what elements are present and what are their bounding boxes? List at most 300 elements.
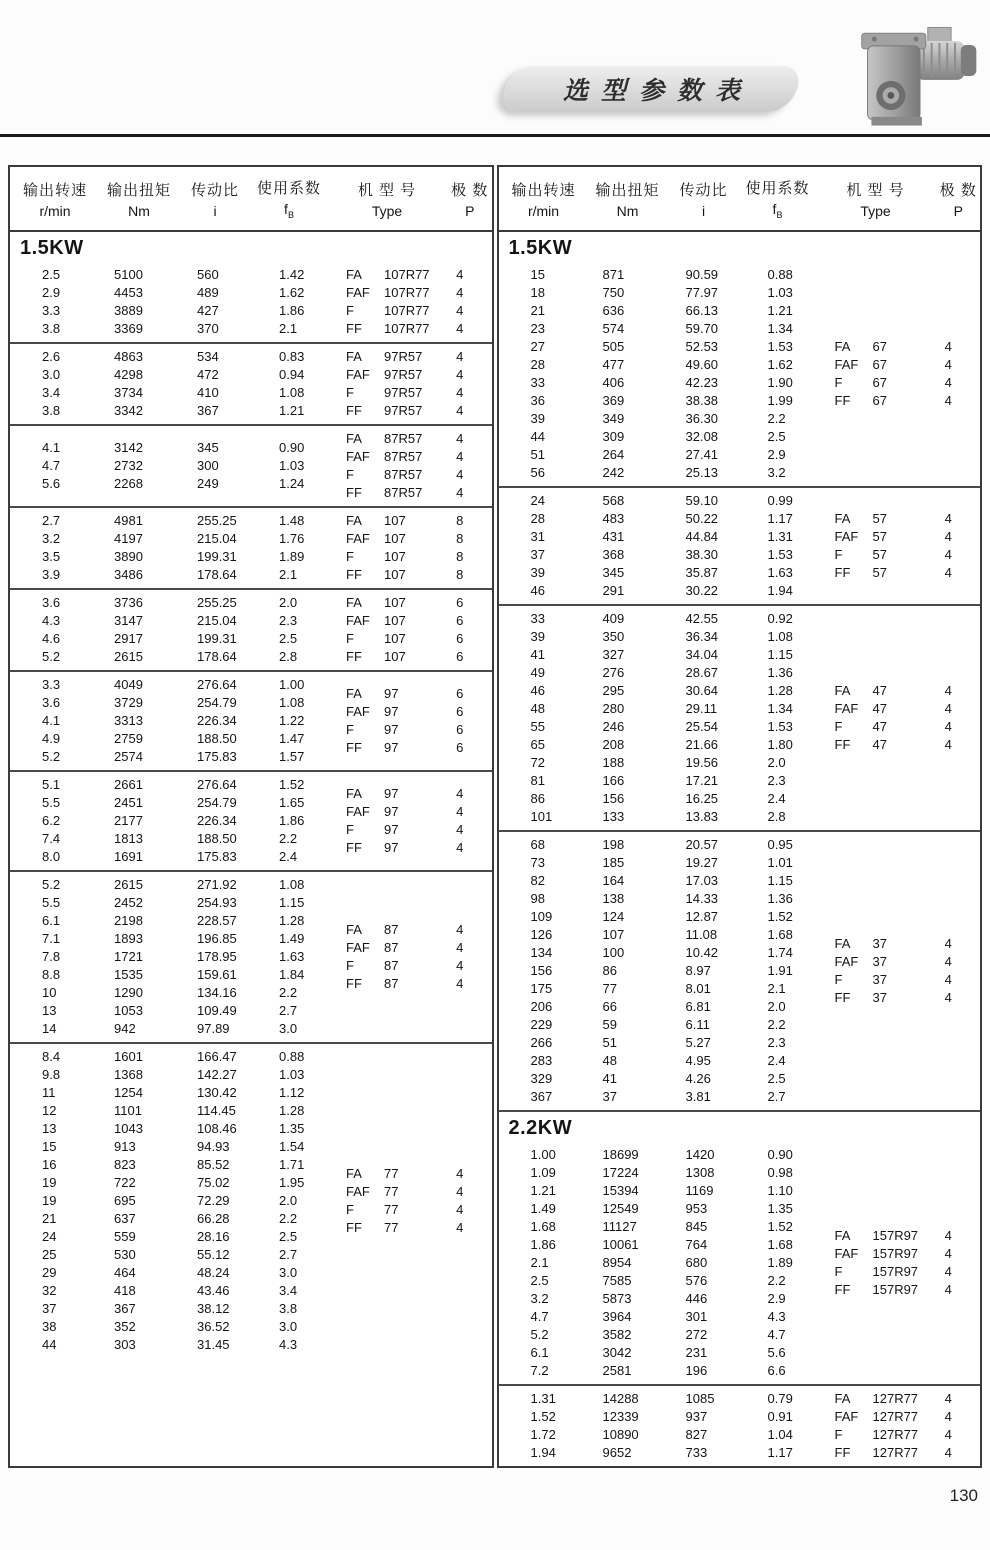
poles-value: 4 xyxy=(944,737,952,752)
type-model: 47 xyxy=(872,701,887,716)
type-model: 107 xyxy=(384,595,406,610)
data-column xyxy=(178,776,252,866)
speed-value: 81 xyxy=(530,773,545,788)
torque-value: 3890 xyxy=(114,549,143,564)
type-model: 57 xyxy=(872,529,887,544)
header-label-cn: 机 型 号 xyxy=(357,181,417,199)
torque-value: 695 xyxy=(114,1193,136,1208)
poles-value: 4 xyxy=(944,529,952,544)
poles-value: 4 xyxy=(456,267,464,282)
service-factor-value: 1.80 xyxy=(767,737,793,752)
ratio-value: 370 xyxy=(197,321,219,336)
speed-value: 329 xyxy=(530,1071,553,1086)
header-label-cn: 输出扭矩 xyxy=(106,181,171,199)
data-column xyxy=(10,512,100,584)
service-factor-value: 1.15 xyxy=(767,647,793,662)
data-column xyxy=(10,266,100,338)
service-factor-value: 1.34 xyxy=(767,321,793,336)
speed-value: 37 xyxy=(530,547,545,562)
service-factor-value: 1.03 xyxy=(279,1067,305,1082)
service-factor-value: 3.2 xyxy=(767,465,786,480)
data-column xyxy=(178,266,252,338)
torque-value: 3342 xyxy=(114,403,143,418)
type-prefix: FA xyxy=(346,267,362,282)
poles-value: 4 xyxy=(944,1228,952,1243)
ratio-value: 30.22 xyxy=(685,583,719,598)
type-prefix: F xyxy=(346,722,354,737)
data-column xyxy=(100,876,178,1038)
type-prefix: FA xyxy=(346,1166,362,1181)
type-prefix: FA xyxy=(834,1391,851,1406)
torque-value: 3147 xyxy=(114,613,143,628)
service-factor-value: 0.90 xyxy=(279,440,305,455)
type-model: 97 xyxy=(384,704,399,719)
type-model: 157R97 xyxy=(872,1282,919,1297)
torque-value: 3369 xyxy=(114,321,143,336)
ratio-value: 59.70 xyxy=(685,321,719,336)
ratio-value: 4.26 xyxy=(685,1071,711,1086)
poles-column xyxy=(448,512,492,584)
table-header-right xyxy=(499,167,981,232)
service-factor-value: 1.00 xyxy=(279,677,305,692)
type-model: 157R97 xyxy=(872,1264,919,1279)
type-model: 47 xyxy=(872,737,887,752)
speed-value: 5.1 xyxy=(42,777,61,792)
type-label xyxy=(346,402,448,420)
ratio-value: 845 xyxy=(685,1219,708,1234)
speed-value: 21 xyxy=(530,303,545,318)
ratio-value: 38.30 xyxy=(685,547,719,562)
data-column xyxy=(499,610,589,826)
speed-value: 44 xyxy=(42,1337,57,1352)
speed-value: 4.6 xyxy=(42,631,61,646)
torque-value: 4049 xyxy=(114,677,143,692)
type-model: 77 xyxy=(384,1202,399,1217)
service-factor-value: 1.86 xyxy=(279,813,305,828)
torque-value: 2759 xyxy=(114,731,143,746)
header-unit: i xyxy=(213,202,217,219)
table-body-left xyxy=(10,232,492,1466)
poles-value: 6 xyxy=(456,722,464,737)
type-model: 157R97 xyxy=(872,1228,919,1243)
type-label xyxy=(346,284,448,302)
speed-value: 4.1 xyxy=(42,440,61,455)
type-model: 97R57 xyxy=(384,385,423,400)
torque-value: 1691 xyxy=(114,849,143,864)
ratio-value: 199.31 xyxy=(197,631,237,646)
torque-value: 11127 xyxy=(602,1219,637,1234)
service-factor-value: 1.08 xyxy=(279,695,305,710)
type-prefix: FAF xyxy=(346,1184,370,1199)
ratio-value: 188.50 xyxy=(197,731,237,746)
service-factor-value: 0.88 xyxy=(767,267,793,282)
service-factor-value: 0.83 xyxy=(279,349,305,364)
ratio-value: 534 xyxy=(197,349,219,364)
poles-value: 4 xyxy=(944,972,952,987)
torque-value: 1043 xyxy=(114,1121,143,1136)
ratio-value: 66.28 xyxy=(197,1211,230,1226)
type-prefix: FA xyxy=(346,431,362,446)
data-column xyxy=(252,512,326,584)
ratio-value: 43.46 xyxy=(197,1283,230,1298)
torque-value: 750 xyxy=(602,285,625,300)
type-label xyxy=(346,566,448,584)
speed-value: 367 xyxy=(530,1089,553,1104)
type-model: 87R57 xyxy=(384,467,423,482)
type-label xyxy=(835,935,937,953)
service-factor-value: 3.0 xyxy=(279,1021,298,1036)
poles-value: 4 xyxy=(944,1246,952,1261)
type-model: 107R77 xyxy=(384,267,430,282)
data-column xyxy=(499,266,589,482)
ratio-value: 1169 xyxy=(685,1183,714,1198)
ratio-value: 560 xyxy=(197,267,219,282)
speed-value: 6.2 xyxy=(42,813,61,828)
data-column xyxy=(499,492,589,600)
service-factor-value: 1.12 xyxy=(279,1085,305,1100)
torque-value: 17224 xyxy=(602,1165,639,1180)
type-label xyxy=(346,266,448,284)
service-factor-value: 0.99 xyxy=(767,493,793,508)
torque-value: 185 xyxy=(602,855,625,870)
type-model: 107 xyxy=(384,631,406,646)
header-label-cn: 传动比 xyxy=(190,181,239,199)
type-model: 67 xyxy=(872,375,887,390)
speed-value: 73 xyxy=(530,855,545,870)
data-column xyxy=(667,492,741,600)
data-column xyxy=(741,1146,815,1380)
service-factor-value: 1.54 xyxy=(279,1139,305,1154)
service-factor-value: 0.92 xyxy=(767,611,793,626)
ratio-value: 254.79 xyxy=(197,795,237,810)
ratio-value: 3.81 xyxy=(685,1089,711,1104)
type-label xyxy=(346,921,448,939)
torque-value: 368 xyxy=(602,547,625,562)
speed-value: 15 xyxy=(530,267,545,282)
speed-value: 1.52 xyxy=(530,1409,556,1424)
data-column xyxy=(741,492,815,600)
type-prefix: F xyxy=(834,375,843,390)
type-prefix: FAF xyxy=(834,1246,859,1261)
data-block xyxy=(499,1384,981,1466)
type-model: 47 xyxy=(872,683,887,698)
ratio-value: 215.04 xyxy=(197,531,237,546)
speed-value: 126 xyxy=(530,927,553,942)
type-model: 97 xyxy=(384,740,399,755)
header-unit: r/min xyxy=(527,202,560,219)
poles-value: 4 xyxy=(456,321,464,336)
service-factor-value: 3.0 xyxy=(279,1265,298,1280)
header-label-cn: 极 数 xyxy=(939,181,977,199)
service-factor-value: 1.36 xyxy=(767,891,793,906)
speed-value: 68 xyxy=(530,837,545,852)
service-factor-value: 1.86 xyxy=(279,303,305,318)
ratio-value: 196.85 xyxy=(197,931,237,946)
data-column xyxy=(741,266,815,482)
speed-value: 27 xyxy=(530,339,545,354)
type-prefix: FA xyxy=(346,595,362,610)
service-factor-value: 2.0 xyxy=(767,999,786,1014)
poles-value: 4 xyxy=(456,840,464,855)
ratio-value: 29.11 xyxy=(685,701,718,716)
data-column xyxy=(667,266,741,482)
torque-value: 51 xyxy=(602,1035,617,1050)
poles-value: 4 xyxy=(456,303,464,318)
torque-value: 280 xyxy=(602,701,625,716)
ratio-value: 276.64 xyxy=(197,677,237,692)
poles-value: 4 xyxy=(456,922,464,937)
ratio-value: 953 xyxy=(685,1201,708,1216)
type-column xyxy=(326,266,448,338)
speed-value: 15 xyxy=(42,1139,57,1154)
speed-value: 21 xyxy=(42,1211,57,1226)
service-factor-value: 1.08 xyxy=(279,385,305,400)
type-model: 97R57 xyxy=(384,349,423,364)
data-column xyxy=(178,676,252,766)
service-factor-value: 1.68 xyxy=(767,927,793,942)
torque-value: 406 xyxy=(602,375,625,390)
type-label xyxy=(835,1426,937,1444)
data-block xyxy=(10,670,492,770)
ratio-value: 410 xyxy=(197,385,219,400)
torque-value: 303 xyxy=(114,1337,136,1352)
type-column xyxy=(326,685,448,757)
data-column xyxy=(10,876,100,1038)
poles-value: 6 xyxy=(456,686,464,701)
type-prefix: F xyxy=(346,467,354,482)
ratio-value: 59.10 xyxy=(685,493,719,508)
data-column xyxy=(178,348,252,420)
type-column xyxy=(815,935,937,1007)
speed-value: 2.6 xyxy=(42,349,61,364)
poles-value: 4 xyxy=(944,357,952,372)
type-model: 37 xyxy=(872,990,887,1005)
header-label-cn: 极 数 xyxy=(451,181,489,199)
type-prefix: FF xyxy=(346,567,362,582)
type-prefix: FAF xyxy=(346,613,370,628)
section-label: 1.5KW xyxy=(20,237,84,259)
header-col-2 xyxy=(667,167,741,230)
ratio-value: 301 xyxy=(685,1309,708,1324)
service-factor-value: 1.91 xyxy=(767,963,793,978)
torque-value: 77 xyxy=(602,981,617,996)
speed-value: 3.3 xyxy=(42,303,61,318)
header-unit: Nm xyxy=(128,202,150,219)
torque-value: 14288 xyxy=(602,1391,639,1406)
data-column xyxy=(589,836,667,1106)
ratio-value: 48.24 xyxy=(197,1265,230,1280)
type-prefix: FA xyxy=(834,511,851,526)
header-col-2 xyxy=(178,167,252,230)
header-label-cn: 使用系数 xyxy=(256,180,321,198)
speed-value: 39 xyxy=(530,411,545,426)
speed-value: 9.8 xyxy=(42,1067,61,1082)
service-factor-value: 2.4 xyxy=(767,1053,786,1068)
torque-value: 2917 xyxy=(114,631,143,646)
data-block xyxy=(499,486,981,604)
data-column xyxy=(10,439,100,493)
type-label xyxy=(346,466,448,484)
type-model: 107 xyxy=(384,513,406,528)
data-column xyxy=(499,1146,589,1380)
torque-value: 246 xyxy=(602,719,625,734)
ratio-value: 12.87 xyxy=(685,909,719,924)
type-prefix: F xyxy=(346,822,354,837)
service-factor-value: 2.2 xyxy=(279,831,298,846)
speed-value: 14 xyxy=(42,1021,57,1036)
poles-value: 4 xyxy=(456,367,464,382)
service-factor-value: 1.89 xyxy=(279,549,305,564)
ratio-value: 130.42 xyxy=(197,1085,237,1100)
ratio-value: 28.67 xyxy=(685,665,719,680)
torque-value: 138 xyxy=(602,891,625,906)
service-factor-value: 1.63 xyxy=(767,565,793,580)
type-label xyxy=(835,510,937,528)
service-factor-value: 3.8 xyxy=(279,1301,298,1316)
torque-value: 15394 xyxy=(602,1183,639,1198)
type-model: 107R77 xyxy=(384,321,430,336)
speed-value: 3.6 xyxy=(42,695,61,710)
type-model: 87R57 xyxy=(384,449,423,464)
speed-value: 1.49 xyxy=(530,1201,556,1216)
torque-value: 3313 xyxy=(114,713,143,728)
ratio-value: 49.60 xyxy=(685,357,719,372)
type-prefix: FA xyxy=(834,339,851,354)
speed-value: 82 xyxy=(530,873,545,888)
poles-value: 4 xyxy=(456,822,464,837)
torque-value: 3042 xyxy=(602,1345,632,1360)
poles-column xyxy=(937,510,981,582)
service-factor-value: 1.15 xyxy=(767,873,793,888)
poles-value: 4 xyxy=(456,385,464,400)
type-prefix: F xyxy=(346,303,354,318)
poles-value: 6 xyxy=(456,631,464,646)
type-label xyxy=(346,803,448,821)
type-label xyxy=(835,971,937,989)
poles-value: 4 xyxy=(944,375,952,390)
type-prefix: FF xyxy=(346,740,362,755)
type-model: 97 xyxy=(384,804,399,819)
type-model: 97 xyxy=(384,822,399,837)
type-label xyxy=(346,821,448,839)
ratio-value: 36.52 xyxy=(197,1319,230,1334)
poles-value: 4 xyxy=(944,1427,952,1442)
ratio-value: 108.46 xyxy=(197,1121,237,1136)
type-label xyxy=(346,939,448,957)
data-column xyxy=(589,1390,667,1462)
page-title: 选型参数表 xyxy=(562,76,753,105)
type-prefix: FF xyxy=(346,321,362,336)
type-column xyxy=(326,1165,448,1237)
data-column xyxy=(252,676,326,766)
speed-value: 5.2 xyxy=(42,749,61,764)
service-factor-value: 0.98 xyxy=(767,1165,793,1180)
ratio-value: 11.08 xyxy=(685,927,718,942)
torque-value: 942 xyxy=(114,1021,136,1036)
ratio-value: 4.95 xyxy=(685,1053,711,1068)
speed-value: 1.21 xyxy=(530,1183,556,1198)
torque-value: 2451 xyxy=(114,795,143,810)
speed-value: 25 xyxy=(42,1247,57,1262)
speed-value: 33 xyxy=(530,611,545,626)
speed-value: 4.3 xyxy=(42,613,61,628)
ratio-value: 85.52 xyxy=(197,1157,230,1172)
torque-value: 2615 xyxy=(114,649,143,664)
ratio-value: 75.02 xyxy=(197,1175,230,1190)
service-factor-value: 1.53 xyxy=(767,547,793,562)
speed-value: 1.94 xyxy=(530,1445,556,1460)
speed-value: 7.2 xyxy=(530,1363,549,1378)
speed-value: 229 xyxy=(530,1017,553,1032)
speed-value: 5.5 xyxy=(42,895,61,910)
poles-column xyxy=(937,682,981,754)
torque-value: 2177 xyxy=(114,813,143,828)
type-prefix: F xyxy=(834,1427,843,1442)
ratio-value: 35.87 xyxy=(685,565,719,580)
data-column xyxy=(252,439,326,493)
service-factor-value: 1.84 xyxy=(279,967,305,982)
torque-value: 5873 xyxy=(602,1291,632,1306)
ratio-value: 50.22 xyxy=(685,511,719,526)
torque-value: 3582 xyxy=(602,1327,632,1342)
ratio-value: 576 xyxy=(685,1273,708,1288)
speed-value: 13 xyxy=(42,1003,57,1018)
poles-value: 4 xyxy=(456,485,464,500)
speed-value: 16 xyxy=(42,1157,57,1172)
torque-value: 133 xyxy=(602,809,625,824)
speed-value: 2.7 xyxy=(42,513,61,528)
torque-value: 41 xyxy=(602,1071,617,1086)
data-column xyxy=(100,266,178,338)
type-model: 107R77 xyxy=(384,303,430,318)
type-label xyxy=(835,736,937,754)
poles-value: 4 xyxy=(456,285,464,300)
type-prefix: FF xyxy=(346,649,362,664)
data-column xyxy=(252,594,326,666)
torque-value: 3889 xyxy=(114,303,143,318)
torque-value: 871 xyxy=(602,267,625,282)
torque-value: 418 xyxy=(114,1283,136,1298)
speed-value: 1.00 xyxy=(530,1147,556,1162)
type-prefix: FAF xyxy=(346,531,370,546)
type-label xyxy=(835,1444,937,1462)
poles-value: 6 xyxy=(456,595,464,610)
data-column xyxy=(252,1048,326,1354)
ratio-value: 446 xyxy=(685,1291,708,1306)
poles-value: 4 xyxy=(944,393,952,408)
ratio-value: 159.61 xyxy=(197,967,237,982)
data-column xyxy=(667,1146,741,1380)
service-factor-value: 4.3 xyxy=(767,1309,786,1324)
type-model: 97 xyxy=(384,722,399,737)
speed-value: 28 xyxy=(530,357,545,372)
type-label xyxy=(835,392,937,410)
type-label xyxy=(835,718,937,736)
service-factor-value: 1.34 xyxy=(767,701,793,716)
torque-value: 2268 xyxy=(114,476,143,491)
header-col-5 xyxy=(937,167,981,230)
type-label xyxy=(346,839,448,857)
data-column xyxy=(100,348,178,420)
torque-value: 477 xyxy=(602,357,625,372)
ratio-value: 178.95 xyxy=(197,949,237,964)
data-block xyxy=(10,588,492,670)
data-column xyxy=(741,836,815,1106)
service-factor-value: 0.79 xyxy=(767,1391,793,1406)
torque-value: 48 xyxy=(602,1053,617,1068)
poles-value: 4 xyxy=(944,565,952,580)
poles-value: 6 xyxy=(456,740,464,755)
